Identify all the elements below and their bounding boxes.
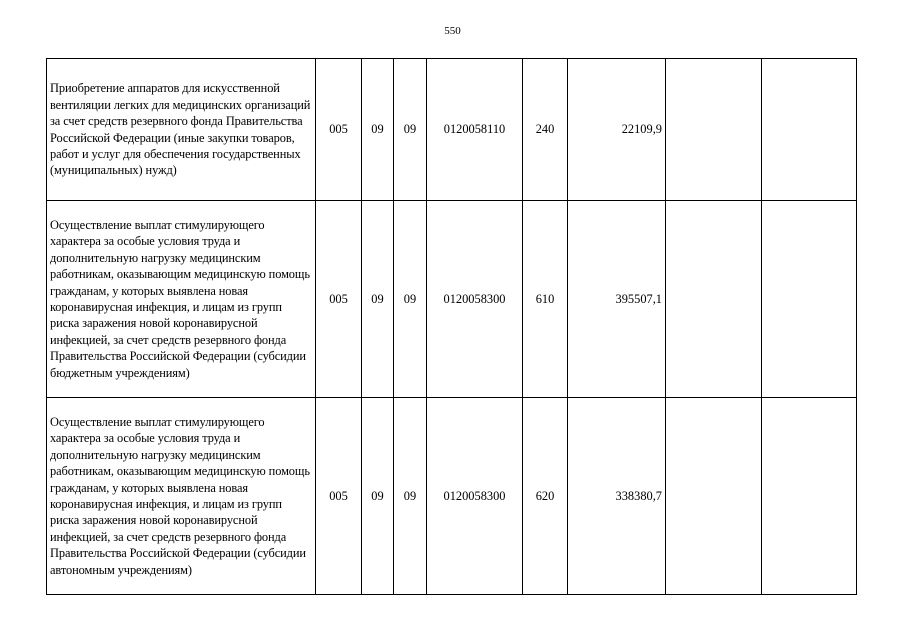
table-row [47, 201, 857, 398]
empty-cell [762, 201, 857, 398]
page-number: 550 [444, 25, 461, 37]
empty-cell [762, 59, 857, 201]
section-code: 09 [362, 398, 394, 595]
expense-type-code: 620 [523, 398, 568, 595]
table-row [47, 59, 857, 201]
row-description: Осуществление выплат стимулирующего характера за особые условия труда и дополнительную нагрузку медицинским работникам, оказывающим медицинскую помощь гражданам, у которых выявлена новая коронавирусная инфекция, и лицам из групп риска заражения новой коронавирусной инфекцией, за счет средств резервного фонда Правительства Российской Федерации (субсидии бюджетным учреждениям) [47, 201, 316, 398]
target-article-code: 0120058110 [427, 59, 523, 201]
amount-value: 395507,1 [568, 201, 666, 398]
empty-cell [762, 398, 857, 595]
section-code: 09 [362, 59, 394, 201]
empty-cell [666, 398, 762, 595]
table-row [47, 398, 857, 595]
subsection-code: 09 [394, 59, 427, 201]
row-description: Осуществление выплат стимулирующего характера за особые условия труда и дополнительную нагрузку медицинским работникам, оказывающим медицинскую помощь гражданам, у которых выявлена новая коронавирусная инфекция, и лицам из групп риска заражения новой коронавирусной инфекцией, за счет средств резервного фонда Правительства Российской Федерации (субсидии автономным учреждениям) [47, 398, 316, 595]
expense-type-code: 610 [523, 201, 568, 398]
row-description: Приобретение аппаратов для искусственной вентиляции легких для медицинских организаций за счет средств резервного фонда Правительства Российской Федерации (иные закупки товаров, работ и услуг для обеспечения государственных (муниципальных) нужд) [47, 59, 316, 201]
expense-type-code: 240 [523, 59, 568, 201]
section-code: 09 [362, 201, 394, 398]
ministry-code: 005 [316, 201, 362, 398]
amount-value: 338380,7 [568, 398, 666, 595]
empty-cell [666, 59, 762, 201]
ministry-code: 005 [316, 59, 362, 201]
subsection-code: 09 [394, 201, 427, 398]
empty-cell [666, 201, 762, 398]
amount-value: 22109,9 [568, 59, 666, 201]
ministry-code: 005 [316, 398, 362, 595]
budget-table [46, 58, 857, 595]
target-article-code: 0120058300 [427, 398, 523, 595]
subsection-code: 09 [394, 398, 427, 595]
target-article-code: 0120058300 [427, 201, 523, 398]
